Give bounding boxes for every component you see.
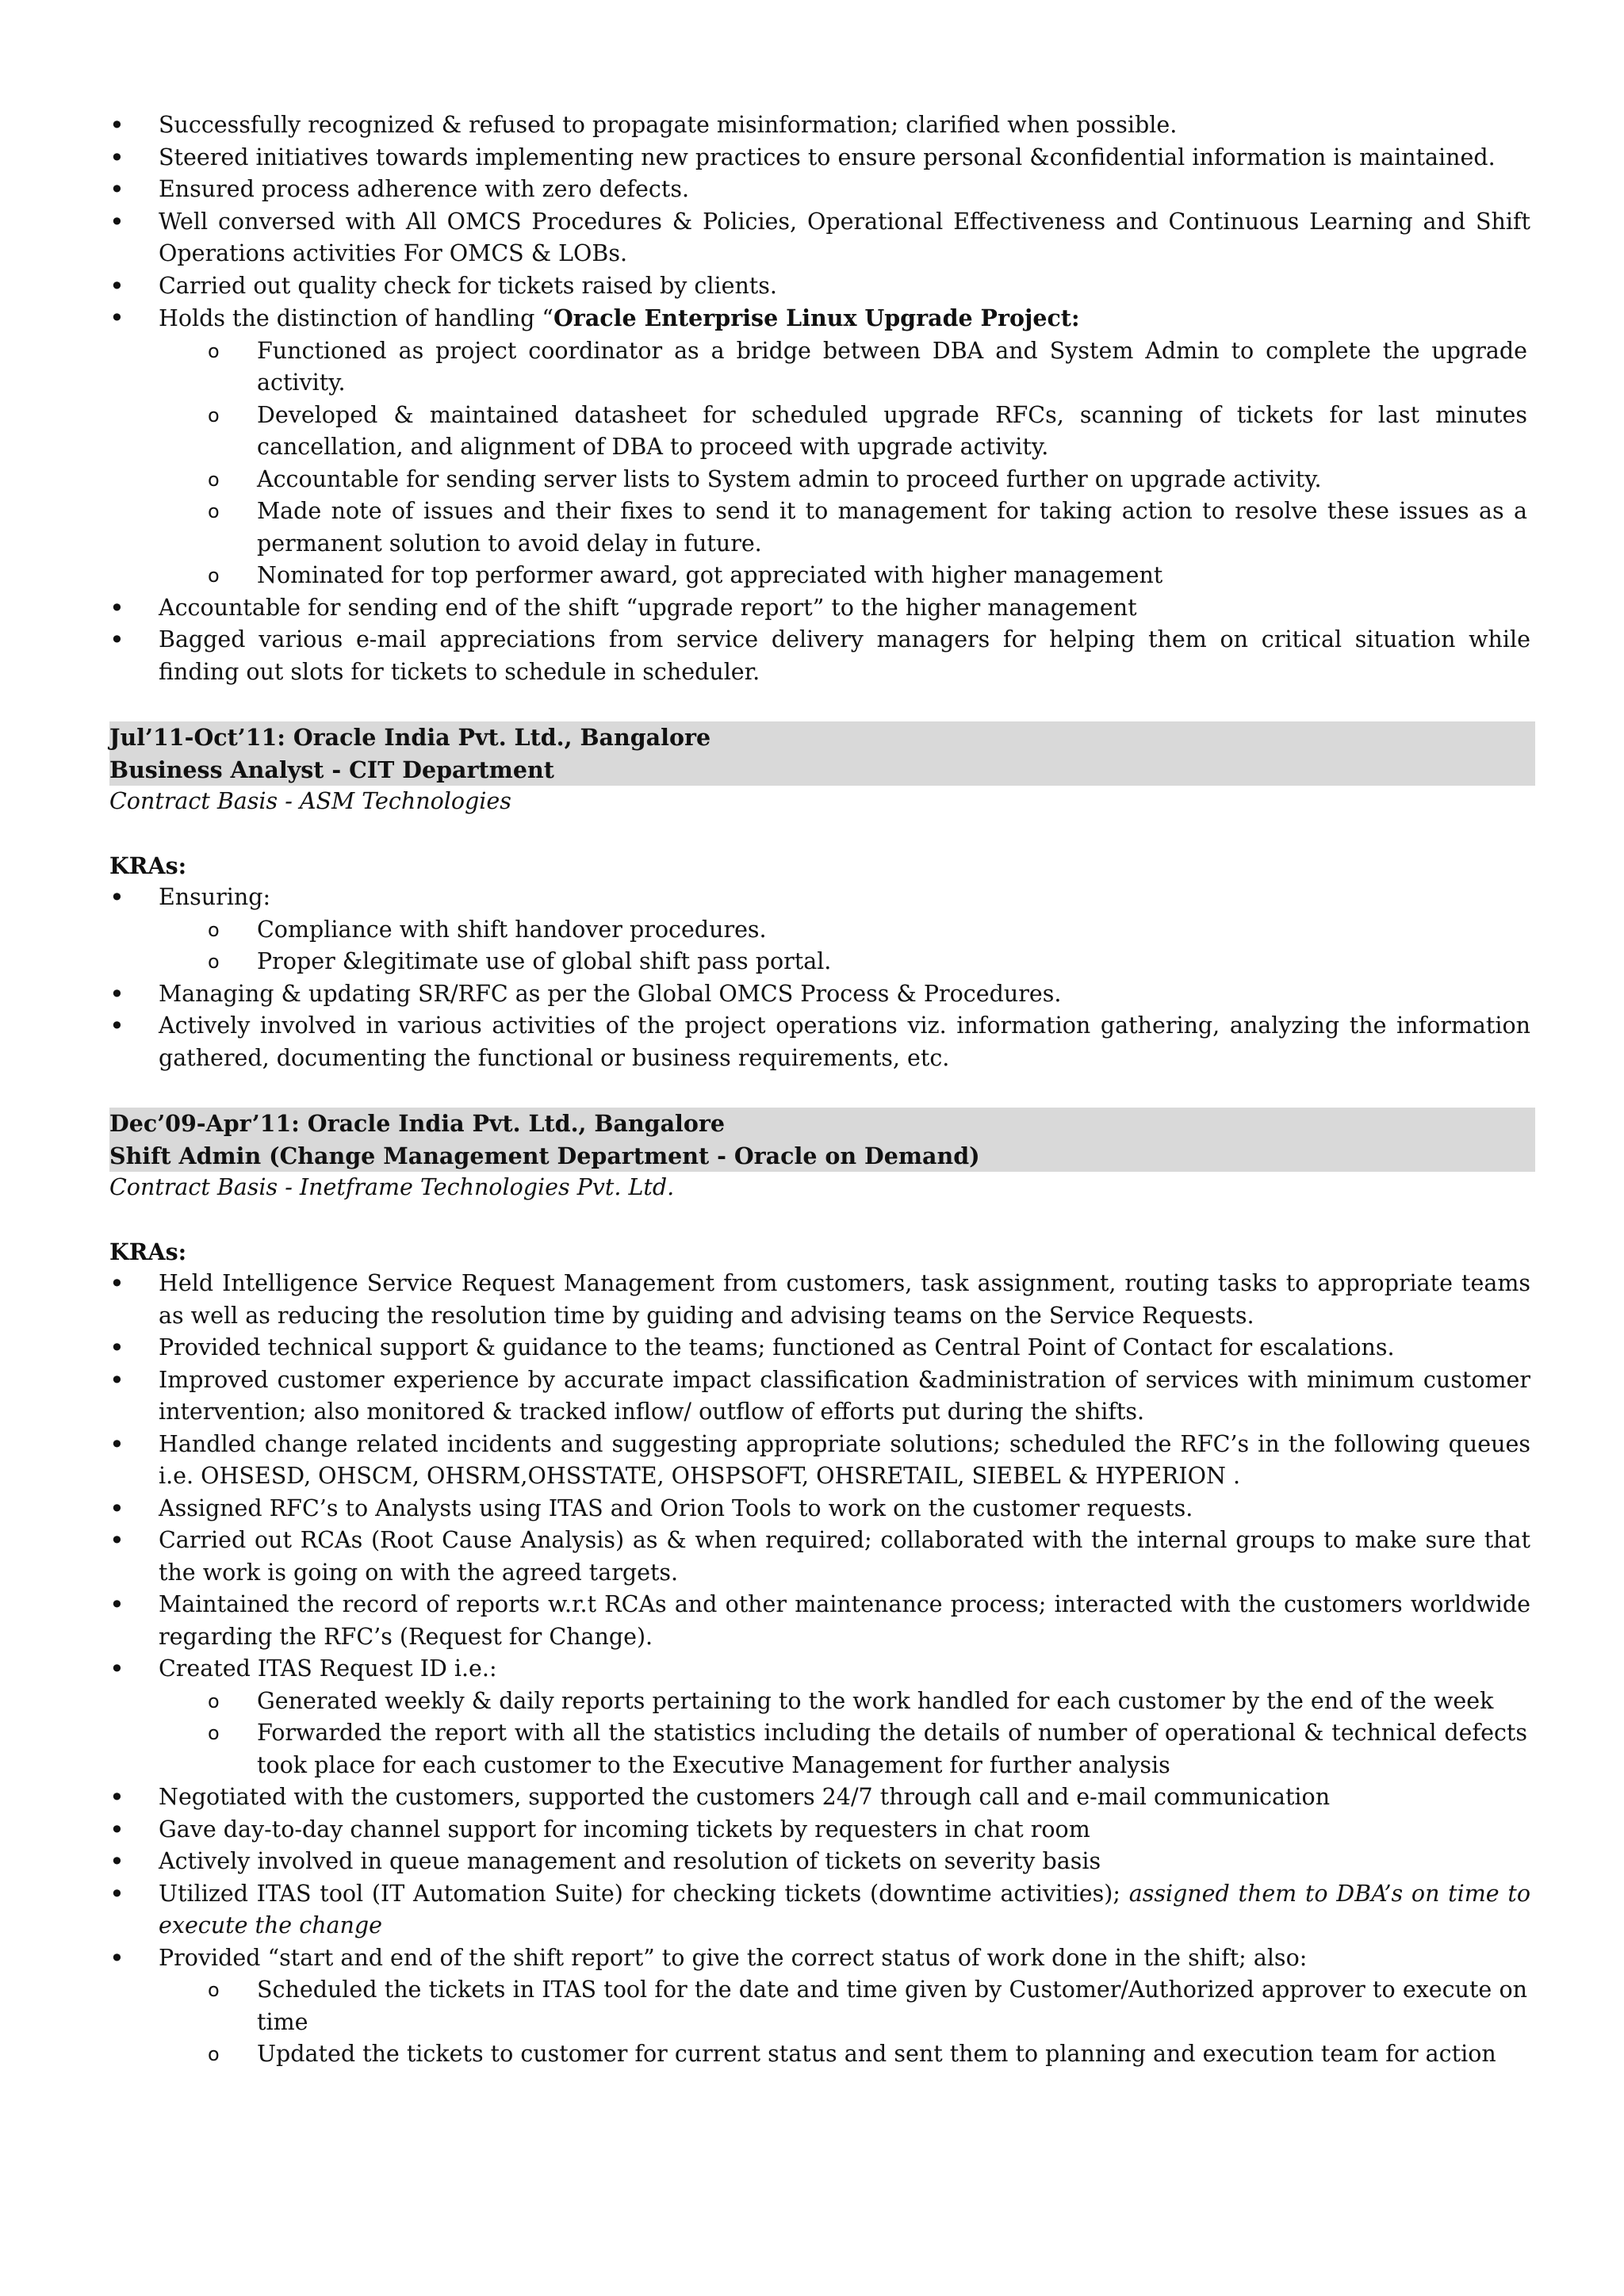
item-text: Carried out quality check for tickets raised by clients.: [159, 272, 777, 299]
list-item: [109, 142, 1530, 174]
spacer: [109, 688, 1530, 721]
list-item-project: [109, 302, 1530, 592]
job-header-oracle-2011: [109, 721, 1535, 786]
list-item: • Actively involved in queue management and resolution of tickets on severity basis: [109, 1846, 1530, 1878]
job-subtitle: Contract Basis - ASM Technologies: [109, 788, 511, 814]
spacer: [109, 1204, 1530, 1236]
list-item: [109, 206, 1530, 270]
list-item: • Handled change related incidents and suggesting appropriate solutions; scheduled the RFC’s in the following queues i.e. OHSESD, OHSCM, OHSRM,OHSSTATE, OHSPSOFT, OHSRETAIL, SIEBEL & HYPERION .: [109, 1429, 1530, 1493]
itas-sublist: [159, 1686, 1530, 1782]
item-text: Ensured process adherence with zero defects.: [159, 176, 690, 202]
item-text: Provided “start and end of the shift report” to give the correct status of work done in the shift; also:: [159, 1944, 1308, 1971]
item-text: Bagged various e-mail appreciations from service delivery managers for helping them on critical situation while finding out slots for tickets to schedule in scheduler.: [159, 626, 1530, 685]
job1-kra-list: [109, 882, 1530, 1074]
spacer: [109, 1074, 1530, 1108]
list-item: [109, 882, 1530, 978]
job-dates-company: Dec’09-Apr’11: Oracle India Pvt. Ltd., Bangalore: [109, 1110, 726, 1137]
ensuring-sublist: [159, 914, 1530, 978]
job2-kra-list: [109, 1268, 1530, 2071]
item-text: Holds the distinction of handling “: [159, 305, 553, 331]
job-header-oracle-2009: [109, 1108, 1535, 1172]
list-item: • Improved customer experience by accurate impact classification &administration of services with minimum customer intervention; also monitored & tracked inflow/ outflow of efforts put during the shifts.: [109, 1364, 1530, 1429]
project-name: Oracle Enterprise Linux Upgrade Project:: [553, 304, 1080, 331]
sub-item: o Functioned as project coordinator as a bridge between DBA and System Admin to complete the upgrade activity.: [109, 335, 1530, 400]
list-item: • Assigned RFC’s to Analysts using ITAS and Orion Tools to work on the customer requests.: [109, 1493, 1530, 1525]
resume-page: [109, 109, 1530, 2071]
sub-item: o Made note of issues and their fixes to send it to management for taking action to resolve these issues as a permanent solution to avoid delay in future.: [109, 496, 1530, 560]
sub-item: o Accountable for sending server lists to System admin to proceed further on upgrade activity.: [109, 464, 1530, 496]
list-item: [109, 270, 1530, 303]
job-title: Business Analyst - CIT Department: [109, 756, 554, 783]
list-item: • Provided technical support & guidance to the teams; functioned as Central Point of Contact for escalations.: [109, 1332, 1530, 1364]
list-item: [109, 1942, 1530, 2071]
item-text: Steered initiatives towards implementing new practices to ensure personal &confidential information is maintained.: [159, 144, 1496, 170]
list-item: [109, 1878, 1530, 1942]
sub-item: o Forwarded the report with all the statistics including the details of number of operational & technical defects took place for each customer to the Executive Management for further analysis: [109, 1717, 1530, 1781]
intro-list: [109, 109, 1530, 688]
list-item: • Gave day-to-day channel support for incoming tickets by requesters in chat room: [109, 1814, 1530, 1846]
sub-item: o Scheduled the tickets in ITAS tool for the date and time given by Customer/Authorized approver to execute on time: [109, 1974, 1530, 2038]
item-italic-text: assigned them to DBA’s on time to execute the change: [159, 1880, 1530, 1938]
sub-item: o Nominated for top performer award, got appreciated with higher management: [109, 560, 1530, 592]
list-item: • Held Intelligence Service Request Management from customers, task assignment, routing tasks to appropriate teams as well as reducing the resolution time by guiding and advising teams on the Service Requests.: [109, 1268, 1530, 1332]
item-text: Utilized ITAS tool (IT Automation Suite) for checking tickets (downtime activities);: [159, 1880, 1129, 1907]
job-subtitle: Contract Basis - Inetframe Technologies Pvt. Ltd.: [109, 1174, 675, 1200]
job-dates-company: Jul’11-Oct’11: Oracle India Pvt. Ltd., Bangalore: [109, 724, 711, 751]
list-item: [109, 624, 1530, 688]
sub-item: o Developed & maintained datasheet for scheduled upgrade RFCs, scanning of tickets for last minutes cancellation, and alignment of DBA to proceed with upgrade activity.: [109, 400, 1530, 464]
list-item: • Managing & updating SR/RFC as per the Global OMCS Process & Procedures.: [109, 978, 1530, 1011]
list-item: [109, 1653, 1530, 1781]
list-item: [109, 174, 1530, 206]
item-text: Ensuring:: [159, 884, 271, 910]
job-title: Shift Admin (Change Management Department - Oracle on Demand): [109, 1142, 980, 1169]
item-text: Successfully recognized & refused to propagate misinformation; clarified when possible.: [159, 112, 1178, 138]
spacer: [109, 818, 1530, 850]
report-sublist: [159, 1974, 1530, 2071]
kra-label: KRAs:: [109, 851, 187, 879]
list-item: • Carried out RCAs (Root Cause Analysis) as & when required; collaborated with the internal groups to make sure that the work is going on with the agreed targets.: [109, 1525, 1530, 1589]
item-text: Created ITAS Request ID i.e.:: [159, 1655, 497, 1682]
sub-item: o Updated the tickets to customer for current status and sent them to planning and execution team for action: [109, 2038, 1530, 2071]
sub-item: o Generated weekly & daily reports pertaining to the work handled for each customer by the end of the week: [109, 1686, 1530, 1718]
kra-label: KRAs:: [109, 1238, 187, 1265]
sub-item: o Compliance with shift handover procedures.: [109, 914, 1530, 947]
sub-item: o Proper &legitimate use of global shift pass portal.: [109, 946, 1530, 978]
list-item: [109, 109, 1530, 142]
item-text: Well conversed with All OMCS Procedures & Policies, Operational Effectiveness and Continuous Learning and Shift Operations activities For OMCS & LOBs.: [159, 208, 1530, 266]
list-item: • Maintained the record of reports w.r.t RCAs and other maintenance process; interacted with the customers worldwide regarding the RFC’s (Request for Change).: [109, 1589, 1530, 1653]
list-item: • Negotiated with the customers, supported the customers 24/7 through call and e-mail communication: [109, 1781, 1530, 1814]
item-text: Accountable for sending end of the shift “upgrade report” to the higher management: [159, 594, 1137, 621]
project-sublist: [159, 335, 1530, 592]
list-item: • Actively involved in various activities of the project operations viz. information gathering, analyzing the information gathered, documenting the functional or business requirements, etc.: [109, 1010, 1530, 1074]
list-item: [109, 592, 1530, 625]
